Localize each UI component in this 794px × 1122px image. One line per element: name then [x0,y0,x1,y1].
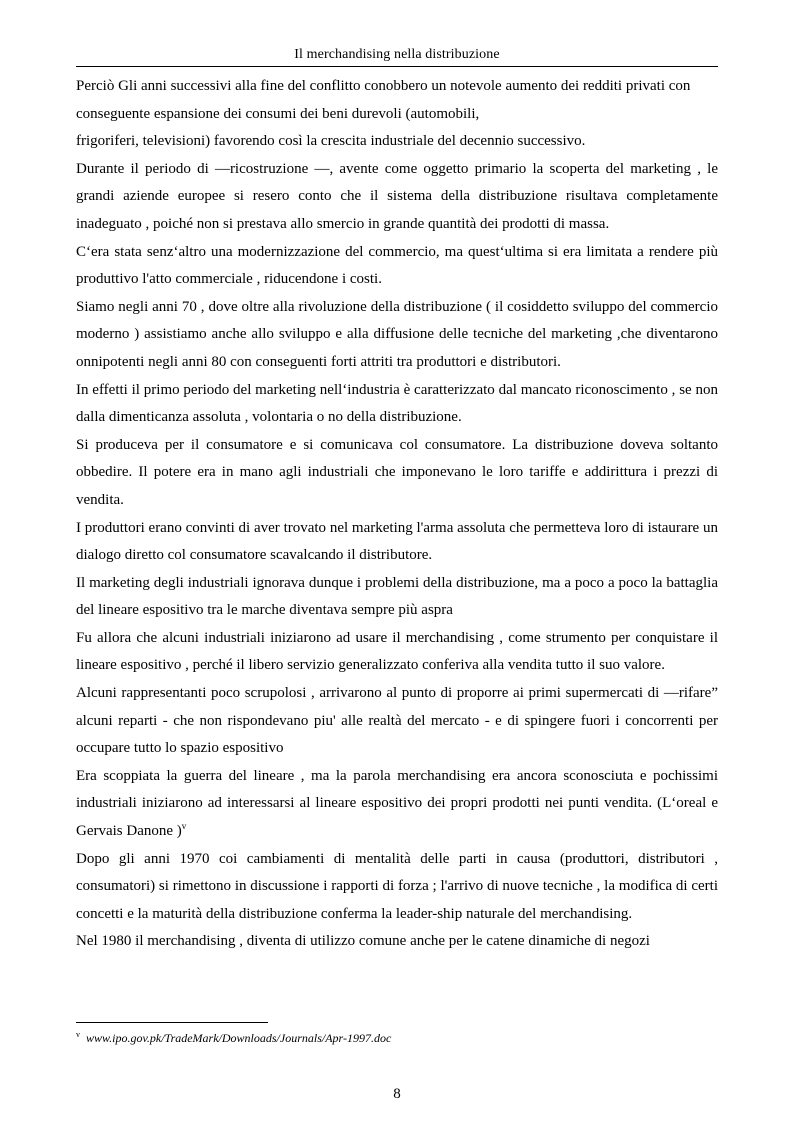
page-number: 8 [393,1086,401,1102]
paragraph-12-text: Era scoppiata la guerra del lineare , ma la parola merchandising era ancora sconosciuta e pochissimi industriali iniziarono ad interessarsi al lineare espositivo dei propri prodotti nei punti vendita. (L‘oreal e Gervais Danone ) [76,767,718,840]
footnote-text: www.ipo.gov.pk/TradeMark/Downloads/Journals/Apr-1997.doc [86,1031,392,1045]
footnote-reference: v [181,821,187,832]
footnote-mark: v [76,1030,80,1039]
header-divider [76,66,718,67]
paragraph-11: Alcuni rappresentanti poco scrupolosi , arrivarono al punto di proporre ai primi supermercati di ―rifare” alcuni reparti - che non rispondevano piu' alle realtà del mercato - e di spingere fuori i concorrenti per occupare tutto lo spazio espositivo [76,685,718,757]
paragraph-6: In effetti il primo periodo del marketing nell‘industria è caratterizzato dal mancato riconoscimento , se non dalla dimenticanza assoluta , volontaria o no della distribuzione. [76,381,718,426]
footnote [76,1030,718,1046]
paragraph-7: Si produceva per il consumatore e si comunicava col consumatore. La distribuzione doveva soltanto obbedire. Il potere era in mano agli industriali che imponevano le loro tariffe e addirittura i prezzi di vendita. [76,436,718,508]
paragraph-4: C‘era stata senz‘altro una modernizzazione del commercio, ma quest‘ultima si era limitata a rendere più produttivo l'atto commerciale , riducendone i costi. [76,243,718,288]
paragraph-9: Il marketing degli industriali ignorava dunque i problemi della distribuzione, ma a poco a poco la battaglia del lineare espositivo tra le marche diventava sempre più aspra [76,574,718,619]
paragraph-2: frigoriferi, televisioni) favorendo così la crescita industriale del decennio successivo. [76,133,586,150]
paragraph-13: Dopo gli anni 1970 coi cambiamenti di mentalità delle parti in causa (produttori, distributori , consumatori) si rimettono in discussione i rapporti di forza ; l'arrivo di nuove tecniche , la modifica di certi concetti e la maturità della distribuzione conferma la leader-ship naturale del merchandising. [76,850,718,922]
paragraph-5: Siamo negli anni 70 , dove oltre alla rivoluzione della distribuzione ( il cosiddetto sviluppo del commercio moderno ) assistiamo anche allo sviluppo e alla diffusione delle tecniche del marketing ,che diventarono onnipotenti negli anni 80 con conseguenti forti attriti tra produttori e distributori. [76,298,718,370]
main-text [76,73,718,956]
paragraph-12 [76,763,718,846]
paragraph-10: Fu allora che alcuni industriali iniziarono ad usare il merchandising , come strumento per conquistare il lineare espositivo , perché il libero servizio generalizzato conferiva alla vendita tutto il suo valore. [76,629,718,674]
paragraph-8: I produttori erano convinti di aver trovato nel marketing l'arma assoluta che permetteva loro di istaurare un dialogo diretto col consumatore scavalcando il distributore. [76,519,718,564]
footnote-divider [76,1022,268,1023]
running-header: Il merchandising nella distribuzione [294,47,500,62]
paragraph-1: Perciò Gli anni successivi alla fine del conflitto conobbero un notevole aumento dei redditi privati con conseguente espansione dei consumi dei beni durevoli (automobili, [76,78,691,122]
paragraph-3: Durante il periodo di ―ricostruzione ―, avente come oggetto primario la scoperta del marketing , le grandi aziende europee si resero conto che il sistema della distribuzione risultava completamente inadeguato , poiché non si prestava allo smercio in grande quantità dei prodotti di massa. [76,160,718,232]
paragraph-14: Nel 1980 il merchandising , diventa di utilizzo comune anche per le catene dinamiche di negozi [76,933,650,950]
